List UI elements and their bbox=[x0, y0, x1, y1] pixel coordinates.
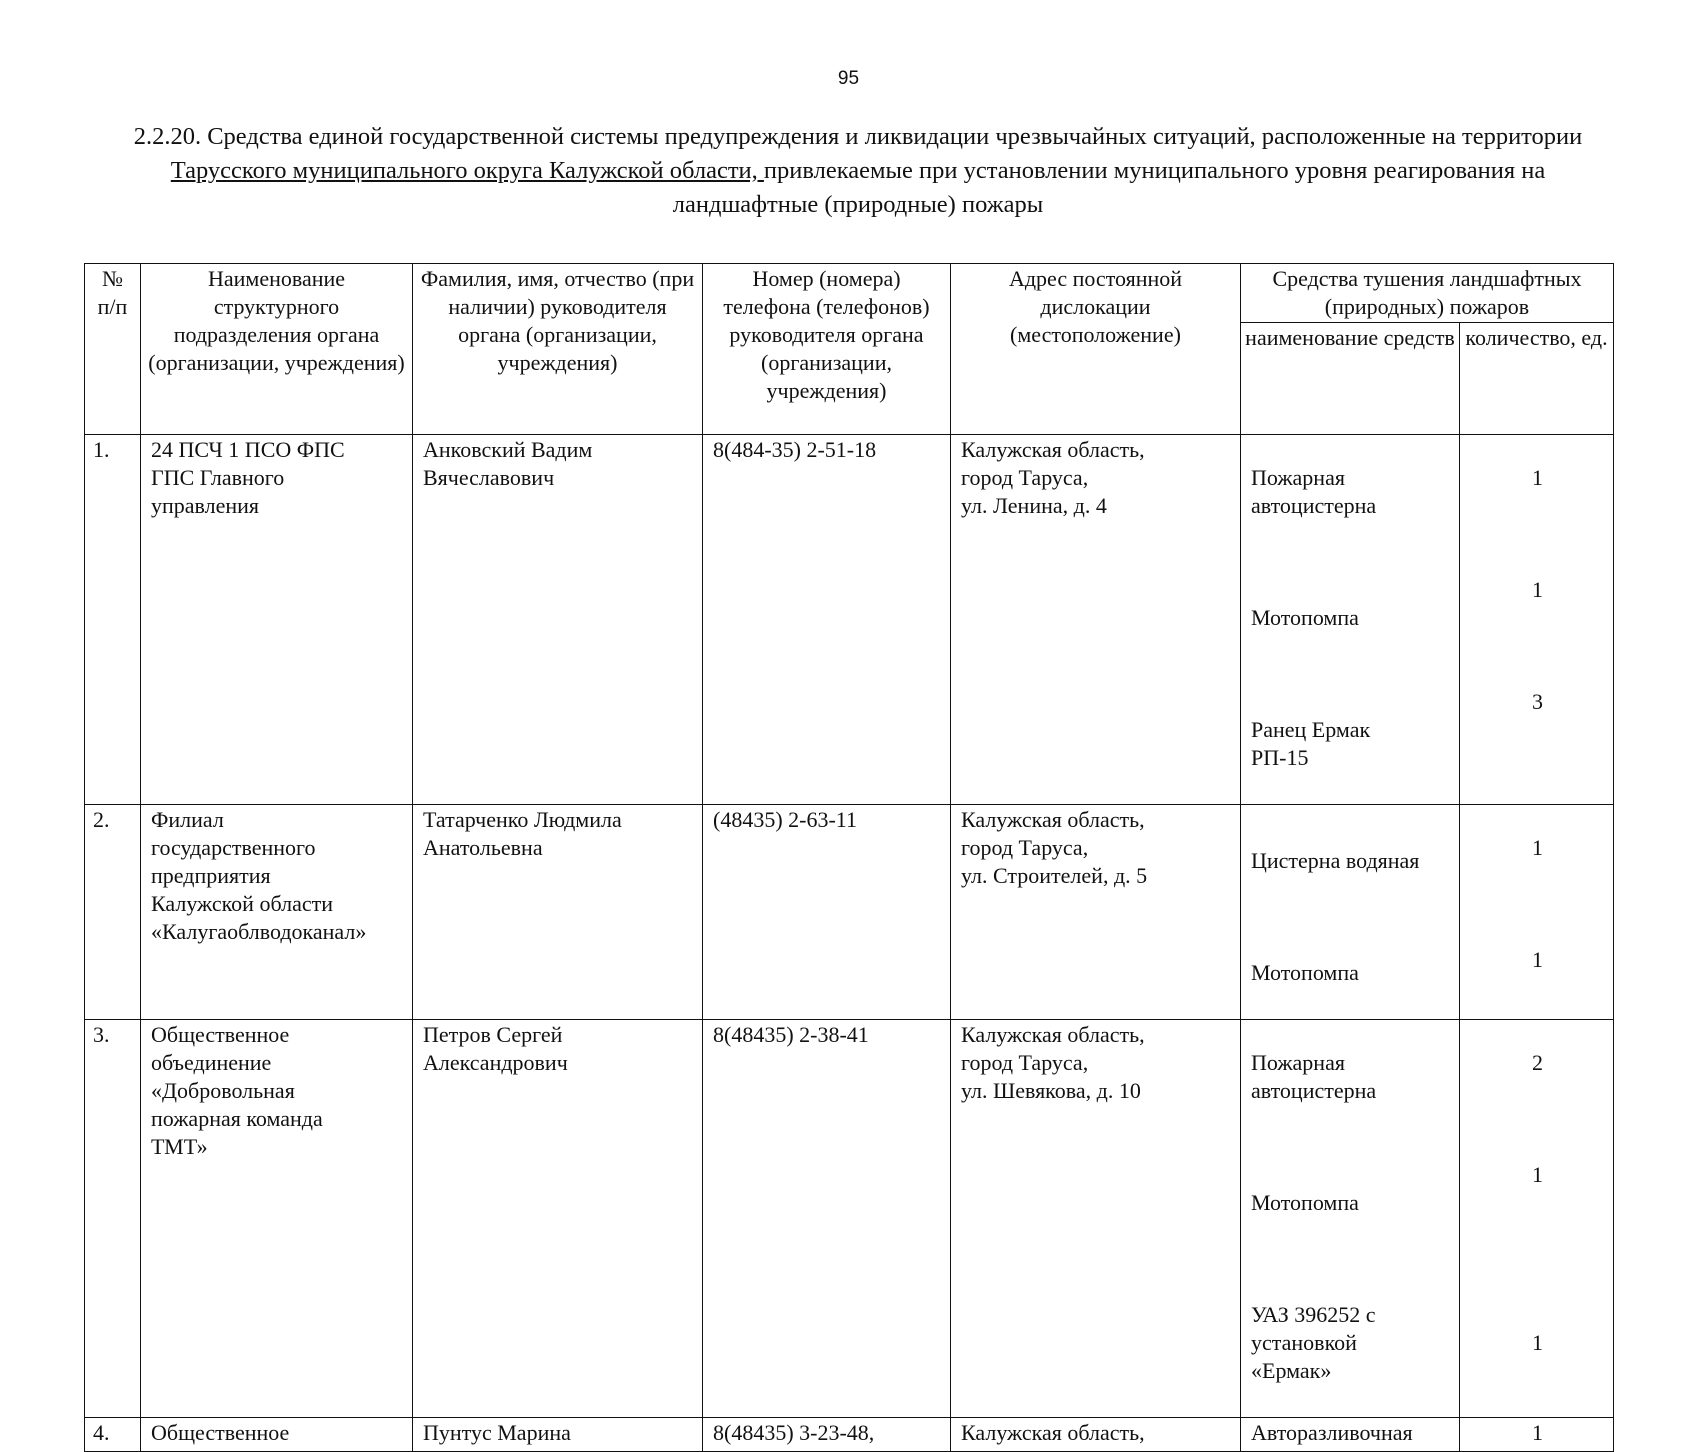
row-num: 3. bbox=[93, 1022, 110, 1047]
row-head: Анковский Вадим Вячеславович bbox=[423, 437, 593, 490]
means-name: Мотопомпа bbox=[1251, 1190, 1359, 1215]
header-num: № п/п bbox=[85, 264, 141, 435]
means-name: Пожарная автоцистерна bbox=[1251, 465, 1377, 518]
row-address: Калужская область, город Таруса, ул. Шевякова, д. 10 bbox=[961, 1022, 1145, 1103]
row-unit: Общественное объединение «Добровольная пожарная команда ТМТ» bbox=[151, 1022, 323, 1159]
means-name: Пожарная автоцистерна bbox=[1251, 1050, 1377, 1103]
means-name: Авторазливочная bbox=[1251, 1420, 1413, 1445]
means-qty: 1 bbox=[1532, 465, 1543, 490]
row-phone: 8(48435) 2-38-41 bbox=[713, 1022, 869, 1047]
means-name: УАЗ 396252 с установкой «Ермак» bbox=[1251, 1302, 1376, 1383]
header-means-qty: количество, ед. bbox=[1460, 323, 1614, 435]
row-num: 4. bbox=[93, 1420, 110, 1445]
heading-part-2: привлекаемые при установлении муниципального уровня реагирования на ландшафтные (природные) пожары bbox=[672, 157, 1546, 218]
page-number: 95 bbox=[837, 68, 860, 89]
means-qty: 1 bbox=[1532, 835, 1543, 860]
row-head: Петров Сергей Александрович bbox=[423, 1022, 568, 1075]
row-num: 2. bbox=[93, 807, 110, 832]
means-name: Мотопомпа bbox=[1251, 605, 1359, 630]
means-qty: 1 bbox=[1532, 1162, 1543, 1187]
means-qty: 3 bbox=[1532, 689, 1543, 714]
means-qty: 2 bbox=[1532, 1050, 1543, 1075]
means-name: Мотопомпа bbox=[1251, 960, 1359, 985]
row-unit: Филиал государственного предприятия Калужской области «Калугаоблводоканал» bbox=[151, 807, 367, 944]
heading-underlined-territory: Тарусского муниципального округа Калужской области, bbox=[170, 157, 764, 184]
header-unit: Наименование структурного подразделения органа (организации, учреждения) bbox=[141, 264, 413, 435]
means-name: Ранец Ермак РП-15 bbox=[1251, 717, 1371, 770]
row-phone: 8(484-35) 2-51-18 bbox=[713, 437, 877, 462]
table-row bbox=[85, 1418, 1614, 1452]
means-qty: 1 bbox=[1532, 947, 1543, 972]
table-row bbox=[85, 1020, 1614, 1418]
row-phone: (48435) 2-63-11 bbox=[713, 807, 857, 832]
row-head: Пунтус Марина bbox=[423, 1420, 571, 1445]
row-unit: Общественное bbox=[151, 1420, 290, 1445]
header-phone: Номер (номера) телефона (телефонов) руководителя органа (организации, учреждения) bbox=[703, 264, 951, 435]
row-address: Калужская область, город Таруса, ул. Строителей, д. 5 bbox=[961, 807, 1148, 888]
section-heading bbox=[118, 120, 1598, 222]
means-qty: 1 bbox=[1532, 1330, 1543, 1355]
resources-table bbox=[84, 263, 1614, 1452]
header-means-name: наименование средств bbox=[1241, 323, 1460, 435]
row-phone: 8(48435) 3-23-48, bbox=[713, 1420, 875, 1445]
heading-part-1: 2.2.20. Средства единой государственной системы предупреждения и ликвидации чрезвычайных ситуаций, расположенные на территории bbox=[133, 123, 1583, 150]
means-qty: 1 bbox=[1532, 577, 1543, 602]
table-row bbox=[85, 805, 1614, 1020]
header-head: Фамилия, имя, отчество (при наличии) руководителя органа (организации, учреждения) bbox=[413, 264, 703, 435]
means-qty: 1 bbox=[1532, 1420, 1543, 1445]
header-address: Адрес постоянной дислокации (местоположение) bbox=[951, 264, 1241, 435]
row-head: Татарченко Людмила Анатольевна bbox=[423, 807, 622, 860]
row-address: Калужская область, bbox=[961, 1420, 1145, 1445]
header-means-group: Средства тушения ландшафтных (природных) пожаров bbox=[1241, 264, 1614, 323]
row-unit: 24 ПСЧ 1 ПСО ФПС ГПС Главного управления bbox=[151, 437, 345, 518]
row-num: 1. bbox=[93, 437, 110, 462]
means-name: Цистерна водяная bbox=[1251, 848, 1420, 873]
row-address: Калужская область, город Таруса, ул. Ленина, д. 4 bbox=[961, 437, 1145, 518]
table-row bbox=[85, 435, 1614, 805]
